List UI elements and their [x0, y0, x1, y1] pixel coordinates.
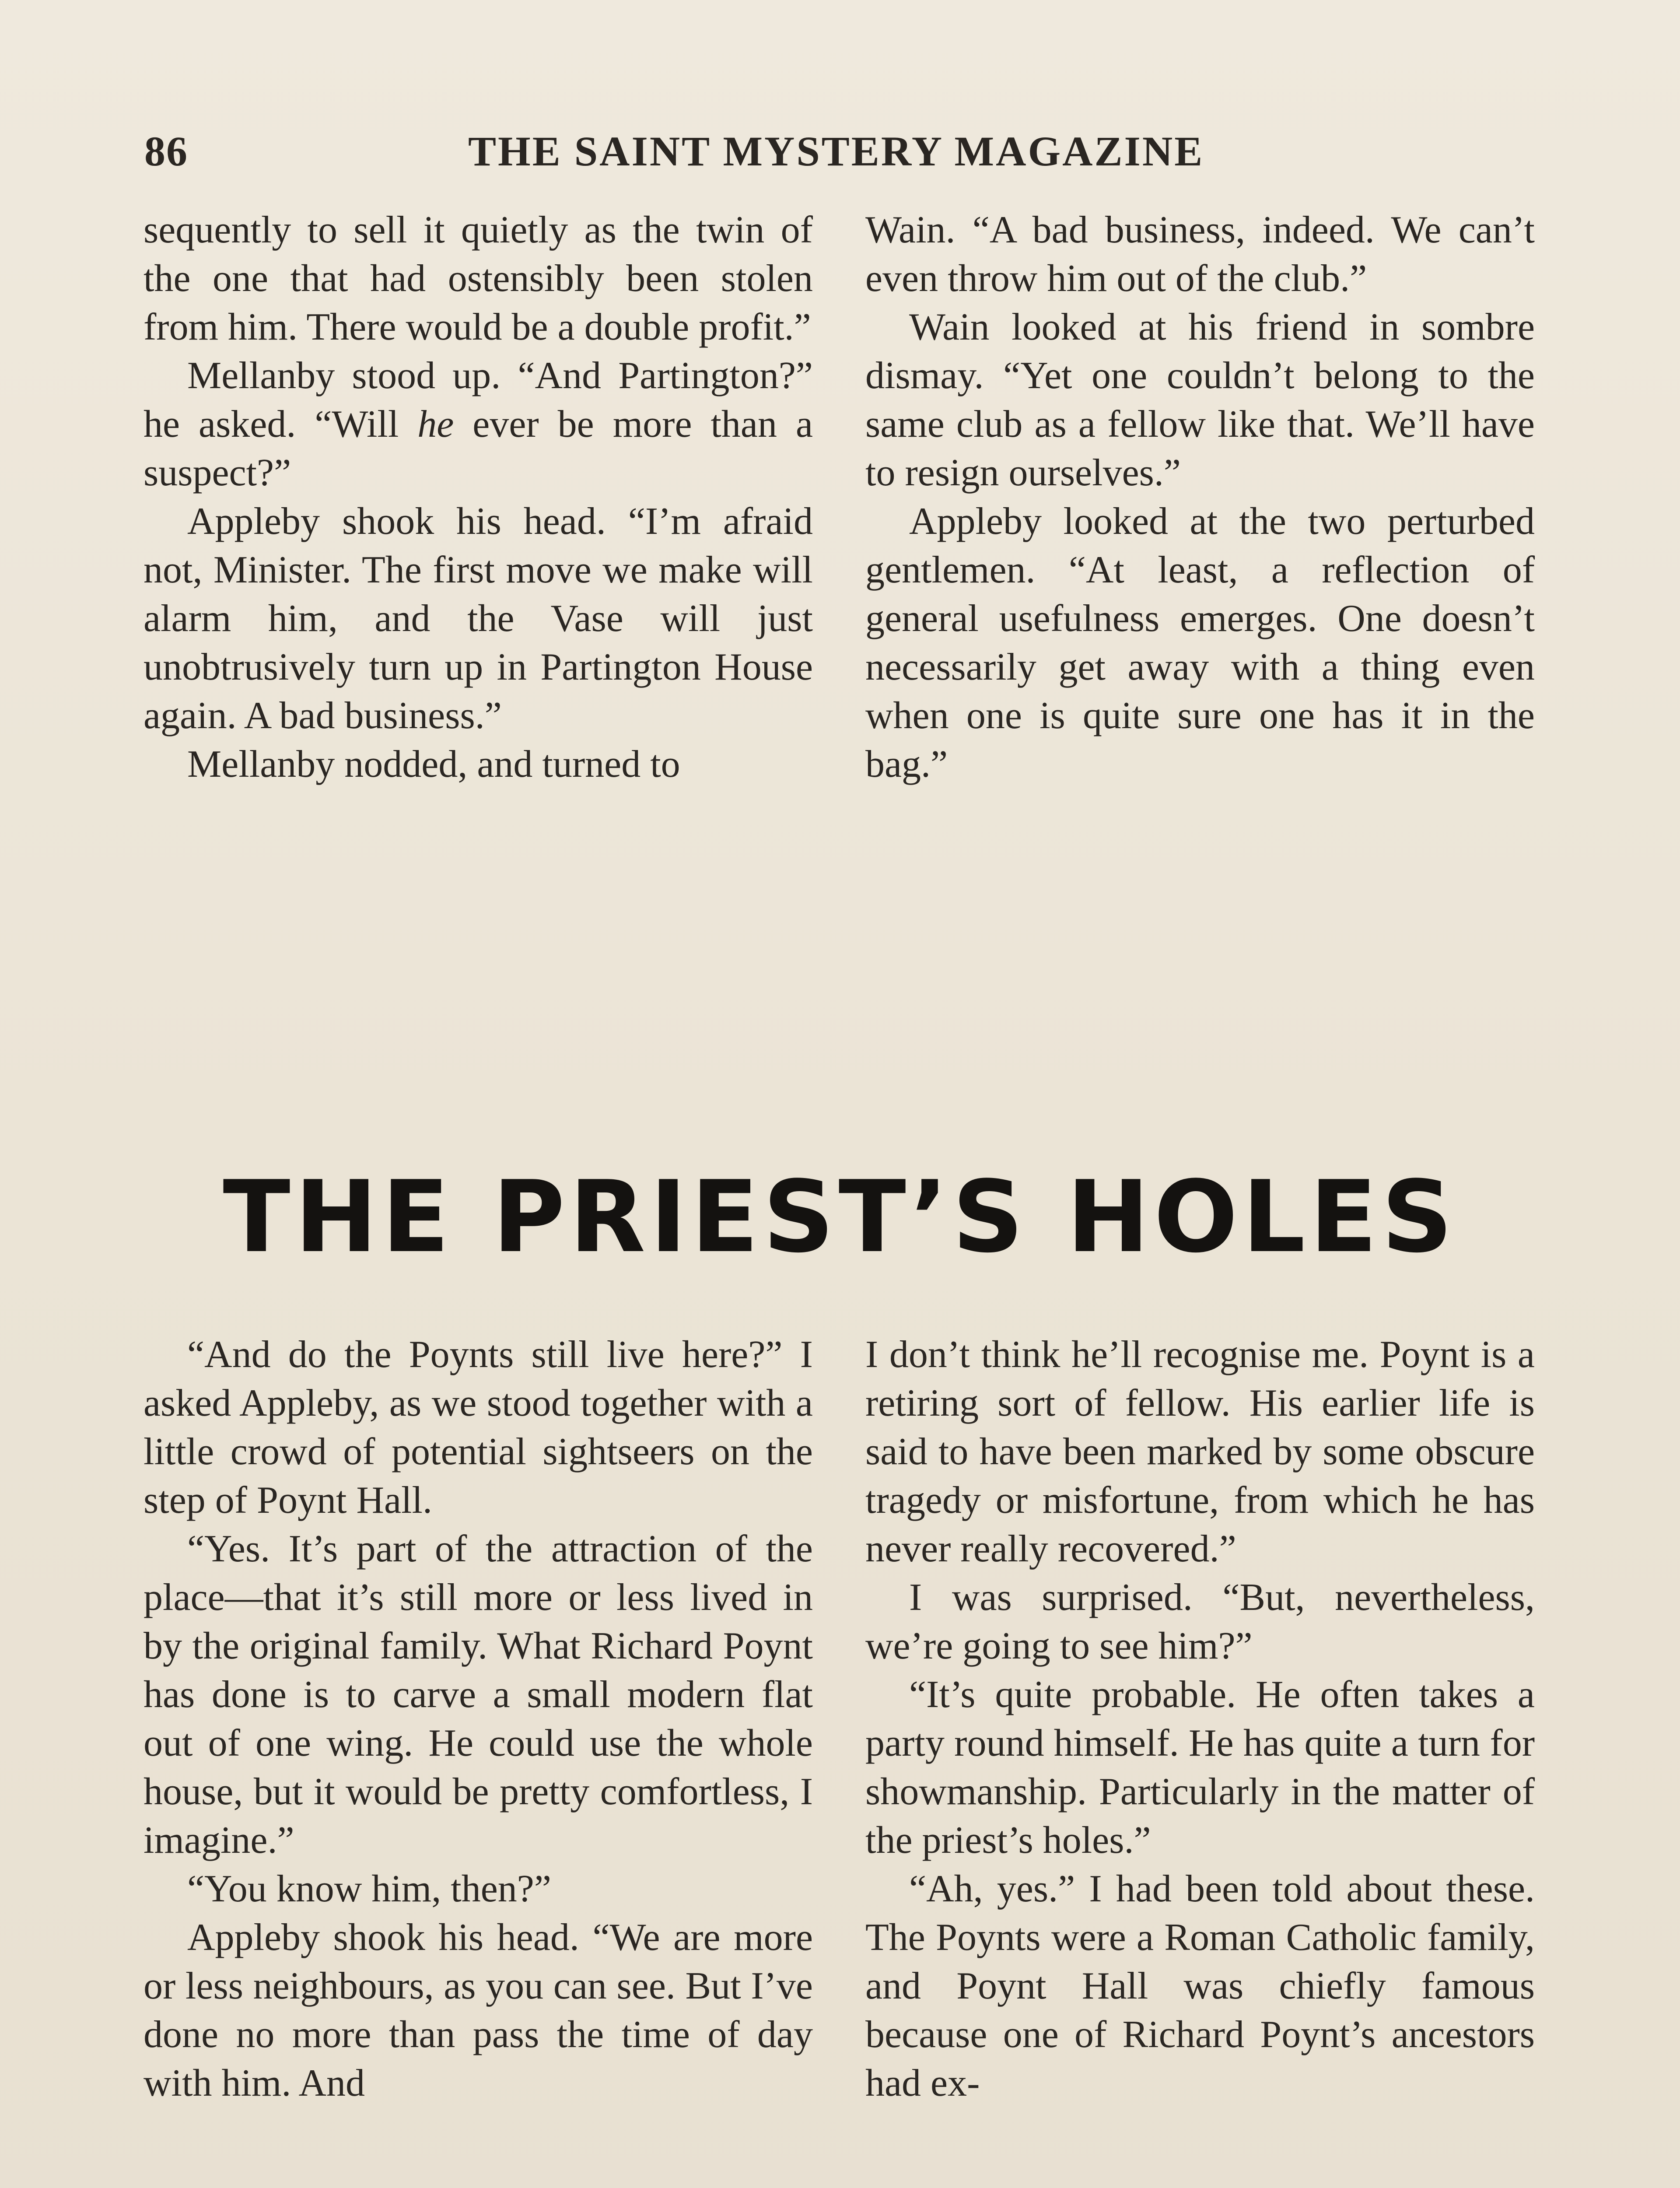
paragraph: “It’s quite probable. He often takes a party round himself. He has quite a turn for showmanship. Particularly in the matter of the priest’s holes.” — [865, 1673, 1535, 1862]
paragraph-text-a: Mellanby stood up. “And Partington?” he asked. “Will — [144, 354, 813, 445]
emphasis-he: he — [417, 403, 454, 445]
column-bottom-right — [865, 1330, 1535, 2107]
paragraph: I was surprised. “But, nevertheless, we’re going to see him?” — [865, 1576, 1535, 1667]
column-top-right — [865, 206, 1535, 789]
paragraph: I don’t think he’ll recognise me. Poynt is a retiring sort of fellow. His earlier life is said to have been marked by some obscure tragedy or misfortune, from which he has never really recovered.” — [865, 1333, 1535, 1570]
paragraph: Appleby shook his head. “We are more or less neighbours, as you can see. But I’ve done no more than pass the time of day with him. And — [144, 1916, 813, 2104]
paragraph: “Yes. It’s part of the attraction of the place—that it’s still more or less lived in by the original family. What Richard Poynt has done is to carve a small modern flat out of one wing. He could use the whole house, but it would be pretty comfortless, I imagine.” — [144, 1528, 813, 1862]
paragraph: “You know him, then?” — [187, 1868, 551, 1910]
paragraph: Wain. “A bad business, indeed. We can’t even throw him out of the club.” — [865, 209, 1535, 300]
page-number: 86 — [144, 128, 188, 175]
paragraph: Wain looked at his friend in sombre dismay. “Yet one couldn’t belong to the same club as a fellow like that. We’ll have to resign ourselves.” — [865, 306, 1535, 494]
running-head: THE SAINT MYSTERY MAGAZINE — [468, 128, 1204, 175]
paragraph — [144, 351, 813, 497]
paragraph: Appleby shook his head. “I’m afraid not, Minister. The first move we make will alarm him, and the Vase will just unobtrusively turn up in Partington House again. A bad business.” — [144, 500, 813, 737]
paragraph: Appleby looked at the two perturbed gentlemen. “At least, a reflection of general usefulness emerges. One doesn’t necessarily get away with a thing even when one is quite sure one has it in the bag.” — [865, 500, 1535, 785]
column-top-left — [144, 206, 813, 789]
paragraph: Mellanby nodded, and turned to — [187, 743, 680, 785]
paragraph: “Ah, yes.” I had been told about these. The Poynts were a Roman Catholic family, and Poynt Hall was chiefly famous because one of Richard Poynt’s ancestors had ex- — [865, 1868, 1535, 2104]
page-header — [144, 127, 1536, 188]
paragraph: sequently to sell it quietly as the twin of the one that had ostensibly been stolen from him. There would be a double profit.” — [144, 209, 813, 348]
column-bottom-left — [144, 1330, 813, 2107]
paragraph-text-b: ever be more than a suspect?” — [144, 403, 813, 494]
story-title: THE PRIEST’S HOLES — [223, 1160, 1457, 1275]
paragraph: “And do the Poynts still live here?” I asked Appleby, as we stood together with a little crowd of potential sightseers on the step of Poynt Hall. — [144, 1333, 813, 1522]
